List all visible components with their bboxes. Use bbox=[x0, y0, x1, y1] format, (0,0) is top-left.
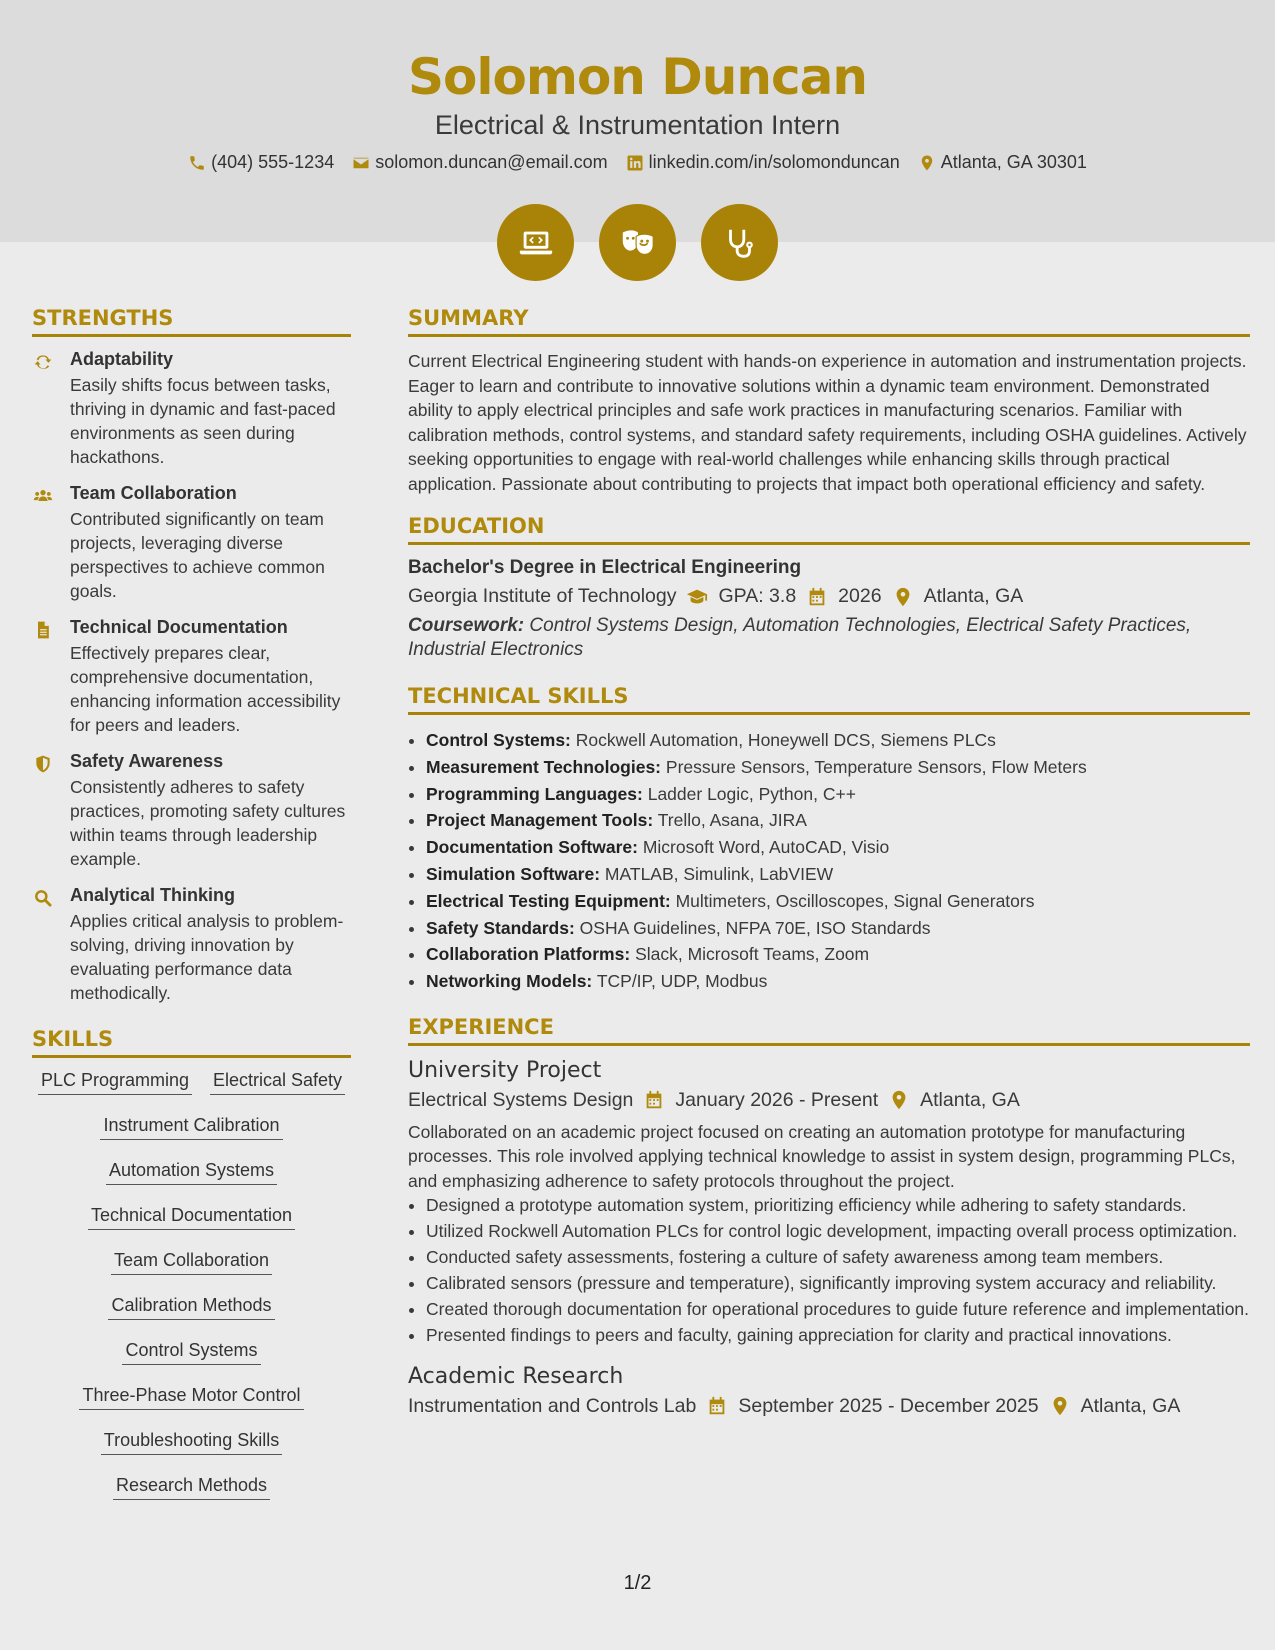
strength-title: Safety Awareness bbox=[70, 751, 224, 771]
list-item: • Networking Models: TCP/IP, UDP, Modbus bbox=[426, 968, 1250, 995]
theater-masks-badge bbox=[599, 204, 676, 281]
list-item: • Electrical Testing Equipment: Multimeters, Oscilloscopes, Signal Generators bbox=[426, 888, 1250, 915]
strength-title: Analytical Thinking bbox=[70, 885, 236, 905]
experience-entry bbox=[408, 1058, 1250, 1348]
experience-title: Academic Research bbox=[408, 1363, 624, 1389]
list-item: • Conducted safety assessments, fostering a culture of safety awareness among team members. bbox=[426, 1245, 1250, 1270]
experience-desc: Collaborated on an academic project focused on creating an automation prototype for manufacturing processes. This role involved applying technical knowledge to assist in system design, programming PLCs, and emphasizing adherence to safety protocols throughout the project. bbox=[408, 1121, 1236, 1191]
summary-text: Current Electrical Engineering student with hands-on experience in automation and instrumentation projects. Eager to learn and contribute to innovative solutions within a dynamic team environment. Demonstrated ability to apply electrical principles and safe work practices in manufacturing scenarios. Familiar with calibration methods, control systems, and standard safety requirements, including OSHA guidelines. Actively seeking opportunities to engage with real-world challenges while enhancing skills through practical application. Passionate about contributing to projects that impact both operational efficiency and safety. bbox=[408, 351, 1247, 494]
degree-title: Bachelor's Degree in Electrical Engineering bbox=[408, 557, 802, 578]
technical-skills-heading: TECHNICAL SKILLS bbox=[408, 684, 1250, 715]
map-marker-icon bbox=[918, 154, 936, 172]
contact-phone[interactable] bbox=[188, 152, 334, 173]
grad-year: 2026 bbox=[838, 585, 882, 607]
school-name: Georgia Institute of Technology bbox=[408, 585, 677, 607]
experience-dates: January 2026 - Present bbox=[675, 1088, 879, 1111]
gpa: GPA: 3.8 bbox=[718, 585, 797, 607]
search-icon bbox=[32, 888, 54, 908]
skill-tag: Troubleshooting Skills bbox=[101, 1430, 282, 1455]
candidate-name: Solomon Duncan bbox=[408, 48, 867, 106]
contact-linkedin[interactable] bbox=[626, 152, 900, 173]
experience-dates: September 2025 - December 2025 bbox=[738, 1394, 1039, 1417]
linkedin-icon bbox=[626, 154, 644, 172]
shield-icon bbox=[32, 754, 54, 774]
skills-tags bbox=[32, 1070, 351, 1500]
experience-meta bbox=[408, 1395, 1250, 1418]
envelope-icon bbox=[352, 154, 370, 172]
email-text: solomon.duncan@email.com bbox=[375, 152, 608, 172]
skill-tag: PLC Programming bbox=[38, 1070, 192, 1095]
skill-tag: Team Collaboration bbox=[111, 1250, 272, 1275]
map-marker-icon bbox=[1049, 1395, 1071, 1417]
list-item: • Measurement Technologies: Pressure Sensors, Temperature Sensors, Flow Meters bbox=[426, 754, 1250, 781]
experience-meta bbox=[408, 1089, 1250, 1112]
experience-location: Atlanta, GA bbox=[1080, 1394, 1181, 1417]
strength-item bbox=[32, 885, 351, 1005]
strength-desc: Effectively prepares clear, comprehensive documentation, enhancing information accessibility for peers and leaders. bbox=[70, 643, 341, 735]
strength-item bbox=[32, 617, 351, 737]
experience-entry bbox=[408, 1364, 1250, 1418]
stethoscope-badge bbox=[701, 204, 778, 281]
sync-icon bbox=[32, 352, 54, 372]
list-item: • Programming Languages: Ladder Logic, Python, C++ bbox=[426, 781, 1250, 808]
laptop-code-icon bbox=[517, 224, 555, 262]
strength-desc: Consistently adheres to safety practices, promoting safety cultures within teams through leadership example. bbox=[70, 777, 346, 869]
job-title: Electrical & Instrumentation Intern bbox=[434, 110, 841, 140]
skill-tag: Three-Phase Motor Control bbox=[79, 1385, 303, 1410]
graduation-cap-icon bbox=[686, 586, 708, 608]
strength-title: Adaptability bbox=[70, 349, 174, 369]
users-icon bbox=[32, 486, 54, 506]
skill-tag: Automation Systems bbox=[106, 1160, 277, 1185]
map-marker-icon bbox=[892, 586, 914, 608]
summary-heading: SUMMARY bbox=[408, 306, 1250, 337]
calendar-icon bbox=[643, 1089, 665, 1111]
contact-row bbox=[0, 152, 1275, 173]
coursework-label: Coursework: bbox=[408, 615, 525, 636]
education-heading: EDUCATION bbox=[408, 514, 1250, 545]
strength-desc: Easily shifts focus between tasks, thriving in dynamic and fast-paced environments as seen during hackathons. bbox=[70, 375, 336, 467]
list-item: • Calibrated sensors (pressure and temperature), significantly improving system accuracy and reliability. bbox=[426, 1271, 1250, 1296]
laptop-code-badge bbox=[497, 204, 574, 281]
phone-text: (404) 555-1234 bbox=[211, 152, 335, 172]
list-item: • Control Systems: Rockwell Automation, Honeywell DCS, Siemens PLCs bbox=[426, 727, 1250, 754]
skill-tag: Research Methods bbox=[113, 1475, 270, 1500]
list-item: • Utilized Rockwell Automation PLCs for control logic development, impacting overall process optimization. bbox=[426, 1219, 1250, 1244]
list-item: • Designed a prototype automation system, prioritizing efficiency while adhering to safety standards. bbox=[426, 1193, 1250, 1218]
experience-heading: EXPERIENCE bbox=[408, 1015, 1250, 1046]
list-item: • Collaboration Platforms: Slack, Microsoft Teams, Zoom bbox=[426, 941, 1250, 968]
list-item: • Safety Standards: OSHA Guidelines, NFPA 70E, ISO Standards bbox=[426, 915, 1250, 942]
skill-tag: Calibration Methods bbox=[108, 1295, 274, 1320]
education-meta bbox=[408, 585, 1250, 608]
experience-location: Atlanta, GA bbox=[920, 1088, 1020, 1111]
experience-bullets bbox=[408, 1193, 1250, 1348]
skill-tag: Electrical Safety bbox=[210, 1070, 345, 1095]
list-item: • Documentation Software: Microsoft Word, AutoCAD, Visio bbox=[426, 834, 1250, 861]
list-item: • Presented findings to peers and faculty, gaining appreciation for clarity and practical innovations. bbox=[426, 1323, 1250, 1348]
left-column bbox=[32, 306, 351, 1500]
calendar-icon bbox=[706, 1395, 728, 1417]
phone-icon bbox=[188, 154, 206, 172]
stethoscope-icon bbox=[721, 224, 759, 262]
calendar-icon bbox=[806, 586, 828, 608]
skill-tag: Control Systems bbox=[122, 1340, 260, 1365]
experience-title: University Project bbox=[408, 1057, 602, 1083]
school-location: Atlanta, GA bbox=[923, 585, 1024, 607]
file-icon bbox=[32, 620, 54, 640]
page-number: 1/2 bbox=[623, 1572, 652, 1594]
theater-masks-icon bbox=[619, 224, 657, 262]
location-text: Atlanta, GA 30301 bbox=[940, 152, 1087, 172]
map-marker-icon bbox=[888, 1089, 910, 1111]
linkedin-text: linkedin.com/in/solomonduncan bbox=[648, 152, 900, 172]
strength-item bbox=[32, 349, 351, 469]
list-item: • Created thorough documentation for operational procedures to guide future reference and implementation. bbox=[426, 1297, 1250, 1322]
interest-badges bbox=[0, 204, 1275, 281]
experience-subtitle: Electrical Systems Design bbox=[408, 1088, 634, 1111]
list-item: • Project Management Tools: Trello, Asana, JIRA bbox=[426, 807, 1250, 834]
strength-title: Technical Documentation bbox=[70, 617, 288, 637]
skills-heading: SKILLS bbox=[32, 1027, 351, 1058]
technical-skills-list bbox=[408, 727, 1250, 995]
strength-title: Team Collaboration bbox=[70, 483, 237, 503]
list-item: • Simulation Software: MATLAB, Simulink, LabVIEW bbox=[426, 861, 1250, 888]
right-column bbox=[408, 306, 1250, 1424]
strength-item bbox=[32, 751, 351, 871]
strength-item bbox=[32, 483, 351, 603]
strength-desc: Contributed significantly on team projects, leveraging diverse perspectives to achieve common goals. bbox=[70, 509, 325, 601]
strengths-heading: STRENGTHS bbox=[32, 306, 351, 337]
contact-email[interactable] bbox=[352, 152, 607, 173]
contact-location bbox=[918, 152, 1087, 173]
coursework bbox=[408, 614, 1250, 662]
experience-subtitle: Instrumentation and Controls Lab bbox=[408, 1394, 697, 1417]
coursework-text: Control Systems Design, Automation Technologies, Electrical Safety Practices, Industrial Electronics bbox=[408, 615, 1192, 660]
strength-desc: Applies critical analysis to problem-solving, driving innovation by evaluating performance data methodically. bbox=[70, 911, 344, 1003]
skill-tag: Technical Documentation bbox=[88, 1205, 295, 1230]
skill-tag: Instrument Calibration bbox=[100, 1115, 282, 1140]
